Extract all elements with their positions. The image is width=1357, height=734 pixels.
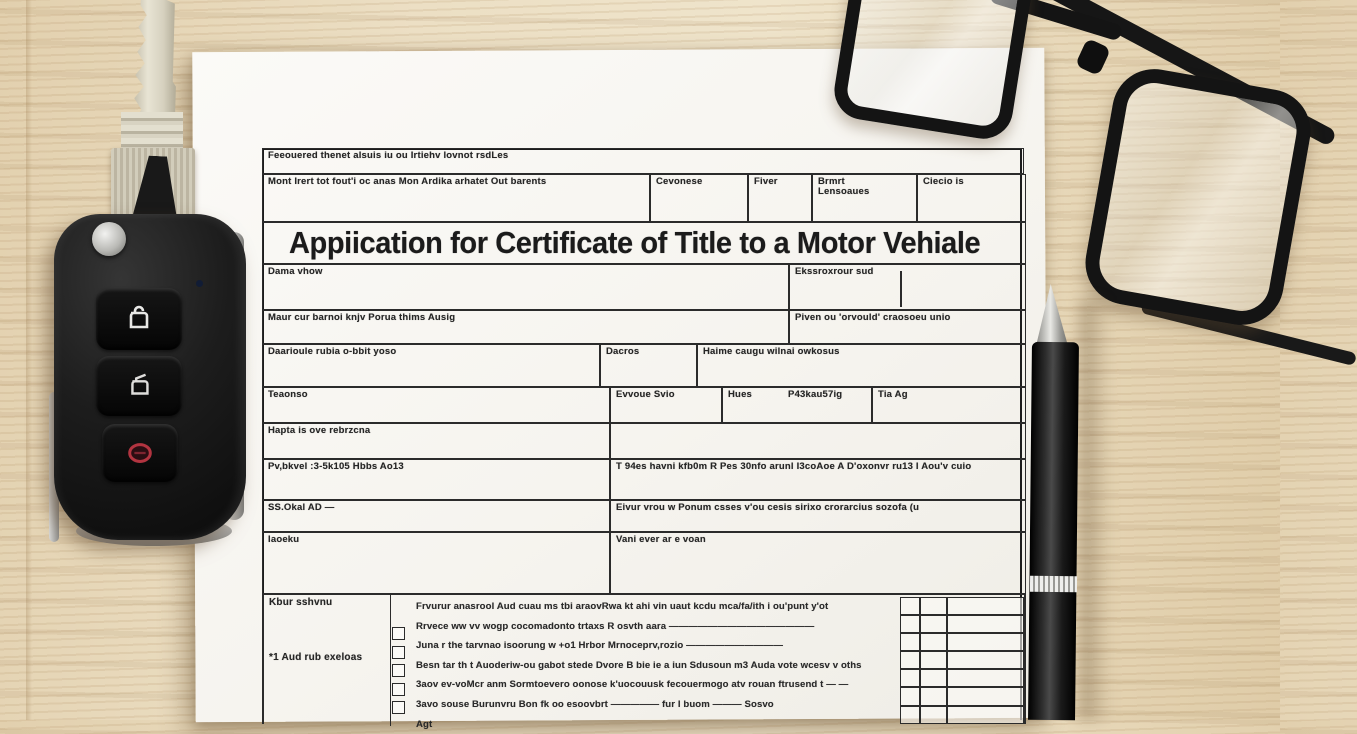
key-collar [121,112,183,152]
field-row5-left [262,423,610,459]
vehicle-field-2-label: Dacros [606,346,640,357]
statement-line-1: Frvurur anasrool Aud cuau ms tbi araovRwa kt ahi vin uaut kcdu mca/fa/ith i ou'punt y'ot [416,601,829,612]
field-row8-left [262,532,610,595]
grid-cell [947,706,1024,724]
alarm-icon [125,440,155,466]
statement-line-3: Juna r the tarvnao isoorung w +o1 Hrbor Mrnoceprv,rozio —————————— [416,640,784,652]
statement-line-6: 3avo souse Burunvru Bon fk oo esoovbrt ————— fur I buom ——— Sosvo [416,698,774,710]
header-strip-text: Feeouered thenet alsuis iu ou Irtiehv lovnot rsdLes [268,150,509,161]
owner-address-label: Maur cur barnoi knjv Porua thims Ausig [268,312,456,323]
instructions-text: Mont Irert tot fout'i oc anas Mon Ardika arhatet Out barents [268,176,547,187]
grid-cell [900,633,920,651]
vehicle-field-7-label: Tia Ag [878,389,908,400]
statement-line-2: Rrvece ww vv wogp cocomadonto trtaxs R osvth aara ——————————————— [416,620,815,632]
checkbox-1 [392,627,405,640]
right-field-1-label: Ekssroxrour sud [795,266,874,277]
lock-icon [123,303,155,335]
vehicle-field-3-label: Haime caugu wilnai owkosus [703,346,840,357]
checkbox-2 [392,646,405,659]
grid-cell [900,669,920,687]
vehicle-field-7 [872,387,1026,423]
header-cell-4-label: Ciecio is [923,176,964,187]
right-field-1 [789,264,1026,310]
grid-cell [920,615,947,633]
vehicle-field-5 [610,387,722,423]
title-application-form [262,148,1022,730]
vehicle-field-6-label-a: Hues [728,389,753,400]
field-row6-right [610,459,1026,500]
header-cell-2-label: Fiver [754,176,778,187]
vehicle-field-1-label: Daarioule rubia o-bbit yoso [268,346,397,357]
header-cell-1 [650,174,748,222]
header-cell-3-label: Brmrt Lensoaues [818,176,870,198]
field-row8-right [610,532,1026,595]
answer-grid [900,597,1024,724]
grid-cell [900,615,920,633]
grid-cell [920,651,947,669]
owner-name-field [262,264,789,310]
form-title: Appiication for Certificate of Title to a Motor Vehiale [289,227,981,261]
fob-led-dot [196,280,203,287]
vehicle-field-2 [600,344,697,387]
checkbox-4 [392,683,405,696]
grid-cell [947,687,1024,705]
field-row5-label: Hapta is ove rebrzcna [268,425,371,436]
pen-band [1030,576,1077,592]
certification-left-label-1: Kbur sshvnu [269,597,333,608]
grid-cell [920,669,947,687]
certification-statements [416,597,902,734]
grid-cell [947,633,1024,651]
grid-cell [920,687,947,705]
form-header-strip [262,148,1024,174]
grid-cell [920,633,947,651]
vehicle-field-5-label: Evvoue Svio [616,389,675,400]
vehicle-field-6 [722,387,872,423]
field-row7-left [262,500,610,532]
field-row8-left-label: Iaoeku [268,534,300,545]
fob-pivot-screw [92,222,126,256]
vehicle-field-4-label: Teaonso [268,389,308,400]
grid-cell [900,706,920,724]
grid-cell [900,687,920,705]
right-field-2-label: Piven ou 'orvould' craosoeu unio [795,312,951,323]
vehicle-field-1 [262,344,600,387]
certification-left-cell [264,595,391,726]
field-row5-right [610,423,1026,459]
vehicle-field-4 [262,387,610,423]
owner-address-field [262,310,789,344]
statement-line-5: 3aov ev-voMcr anm Sormtoevero oonose k'uocouusk fecouermogo atv rouan ftrusend t — — [416,679,849,691]
owner-name-label: Dama vhow [268,266,323,277]
glasses-hinge [1075,38,1111,76]
vehicle-field-3 [697,344,1026,387]
pen-barrel [1028,342,1079,720]
grid-cell [947,615,1024,633]
pen-shadow [1080,300,1110,720]
checkbox-column [392,627,405,714]
panic-button [102,424,178,482]
form-title-row [262,222,1026,264]
grid-cell [900,651,920,669]
field-row8-right-label: Vani ever ar e voan [616,534,706,545]
header-cell-4 [917,174,1026,222]
field-row6-right-label: T 94es havni kfb0m R Pes 30nfo arunl I3coAoe A D'oxonvr ru13 I Aou'v cuio [616,461,972,472]
grid-cell [947,651,1024,669]
header-cell-1-label: Cevonese [656,176,703,187]
field-row7-right-label: Eivur vrou w Ponum csses v'ou cesis sirixo crorarcius sozofa (u [616,502,920,513]
grid-cell [947,597,1024,615]
field-row6-left-label: Pv,bkvel :3-5k105 Hbbs Ao13 [268,461,404,472]
lock-button [96,288,182,350]
header-cell-2 [748,174,812,222]
right-field-2 [789,310,1026,344]
header-cell-3 [812,174,917,222]
field-row6-left [262,459,610,500]
glasses-right-lens [1079,62,1317,331]
vehicle-field-6-label-b: P43kau57ig [788,389,843,400]
checkbox-3 [392,664,405,677]
unlock-icon [124,371,154,401]
inner-divider [900,271,902,307]
grid-cell [920,706,947,724]
checkbox-5 [392,701,405,714]
statement-line-7: Agt [416,718,433,730]
unlock-button [96,356,182,416]
grid-cell [900,597,920,615]
statement-line-4: Besn tar th t Auoderiw-ou gabot stede Dvore B bie ie a iun Sdusoun m3 Auda vote wcesv v oths [416,659,862,671]
grid-cell [920,597,947,615]
certification-section [262,593,1026,730]
certification-left-label-2: *1 Aud rub exeloas [269,652,363,663]
grid-cell [947,669,1024,687]
field-row7-left-label: SS.Okal AD — [268,502,335,513]
field-row7-right [610,500,1026,532]
form-instructions-cell [262,174,650,222]
